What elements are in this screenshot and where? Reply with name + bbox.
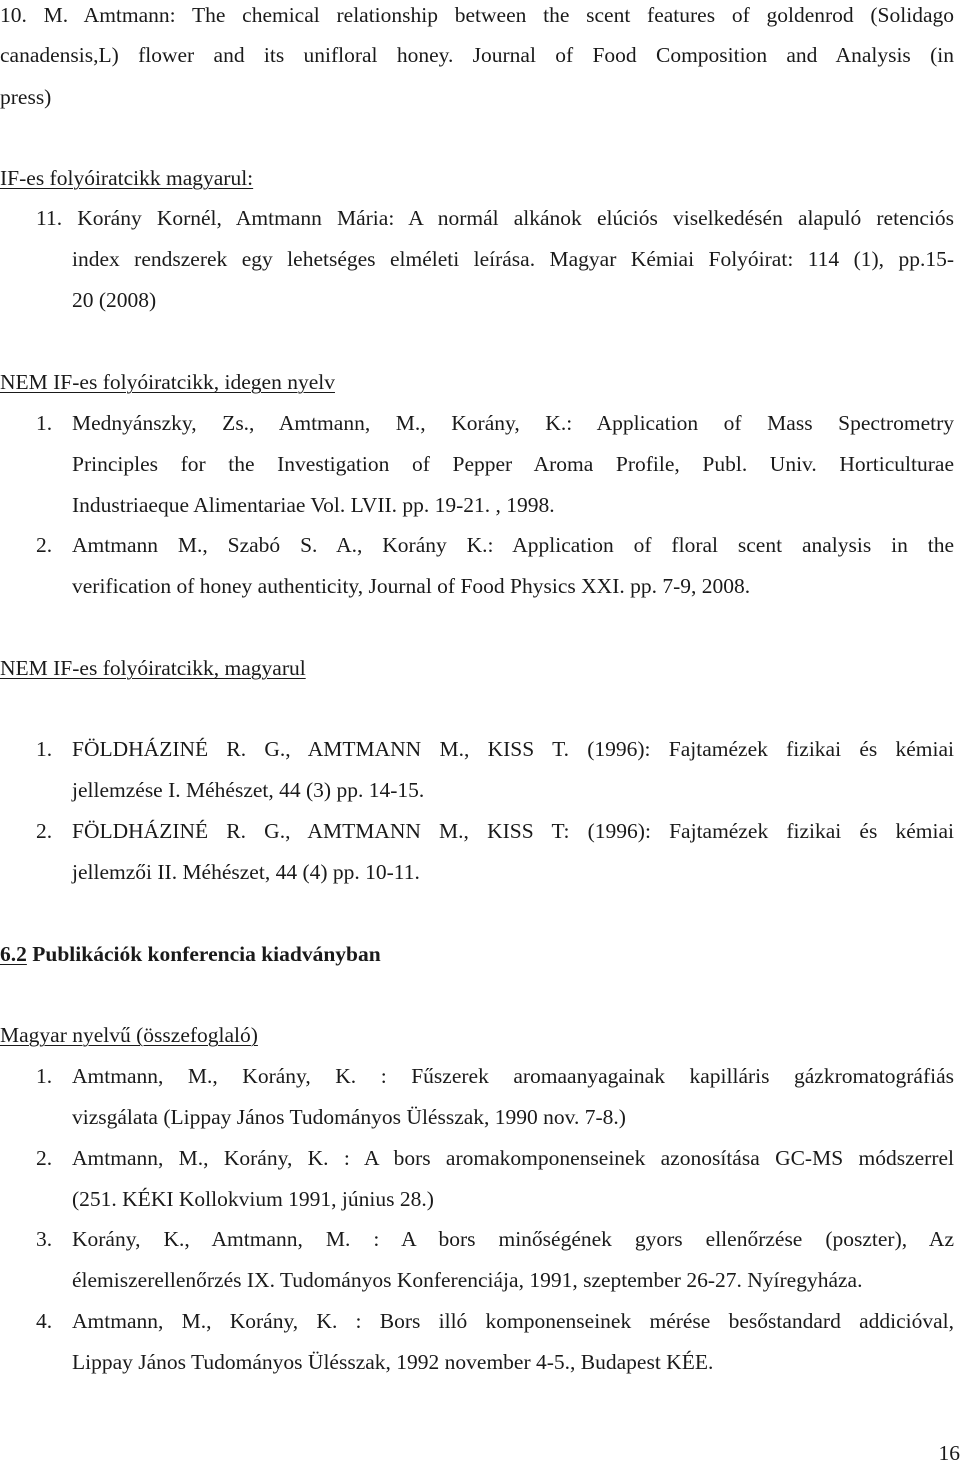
section-heading-if-hungarian: IF-es folyóiratcikk magyarul: [0,165,253,191]
entry-11-line-3: 20 (2008) [72,287,156,313]
entry-10-line-1: 10. M. Amtmann: The chemical relationship between the scent features of goldenrod (Solidago [0,2,954,28]
list-number: 1. [36,1063,52,1089]
section-heading-non-if-hungarian: NEM IF-es folyóiratcikk, magyarul [0,655,306,681]
entry-10-line-3: press) [0,84,51,110]
foreign-item-1-line-2: Principles for the Investigation of Pepper Aroma Profile, Publ. Univ. Horticulturae [72,451,954,477]
section-title: Publikációk konferencia kiadványban [27,942,381,966]
entry-10-line-2: canadensis,L) flower and its unifloral honey. Journal of Food Composition and Analysis (in [0,42,954,68]
abstract-item-4-line-1: Amtmann, M., Korány, K. : Bors illó komponenseinek mérése besőstandard addicióval, [72,1308,954,1334]
entry-11-line-1: 11. Korány Kornél, Amtmann Mária: A normál alkánok elúciós viselkedésén alapuló retenciós [36,205,954,231]
list-number: 2. [36,1145,52,1171]
page-number: 16 [939,1440,960,1466]
abstract-item-2-line-2: (251. KÉKI Kollokvium 1991, június 28.) [72,1186,434,1212]
abstract-item-3-line-1: Korány, K., Amtmann, M. : A bors minőségének gyors ellenőrzése (poszter), Az [72,1226,954,1252]
section-heading-conference [0,941,381,967]
list-number: 1. [36,736,52,762]
abstract-item-1-line-1: Amtmann, M., Korány, K. : Fűszerek aromaanyagainak kapilláris gázkromatográfiás [72,1063,954,1089]
list-number: 4. [36,1308,52,1334]
abstract-item-4-line-2: Lippay János Tudományos Ülésszak, 1992 november 4-5., Budapest KÉE. [72,1349,713,1375]
hungarian-item-2-line-1: FÖLDHÁZINÉ R. G., AMTMANN M., KISS T: (1996): Fajtamézek fizikai és kémiai [72,818,954,844]
foreign-item-2-line-2: verification of honey authenticity, Journal of Food Physics XXI. pp. 7-9, 2008. [72,573,750,599]
entry-11-line-2: index rendszerek egy lehetséges elméleti leírása. Magyar Kémiai Folyóirat: 114 (1), pp.15- [72,246,954,272]
section-heading-hungarian-abstract: Magyar nyelvű (összefoglaló) [0,1022,258,1048]
hungarian-item-1-line-2: jellemzése I. Méhészet, 44 (3) pp. 14-15. [72,777,424,803]
list-number: 2. [36,532,52,558]
abstract-item-2-line-1: Amtmann, M., Korány, K. : A bors aromakomponenseinek azonosítása GC-MS módszerrel [72,1145,954,1171]
foreign-item-1-line-3: Industriaeque Alimentariae Vol. LVII. pp. 19-21. , 1998. [72,492,555,518]
section-number: 6.2 [0,942,27,966]
foreign-item-1-line-1: Mednyánszky, Zs., Amtmann, M., Korány, K.: Application of Mass Spectrometry [72,410,954,436]
list-number: 3. [36,1226,52,1252]
hungarian-item-2-line-2: jellemzői II. Méhészet, 44 (4) pp. 10-11. [72,859,420,885]
section-heading-non-if-foreign: NEM IF-es folyóiratcikk, idegen nyelv [0,369,335,395]
list-number: 2. [36,818,52,844]
foreign-item-2-line-1: Amtmann M., Szabó S. A., Korány K.: Application of floral scent analysis in the [72,532,954,558]
abstract-item-1-line-2: vizsgálata (Lippay János Tudományos Ülésszak, 1990 nov. 7-8.) [72,1104,626,1130]
abstract-item-3-line-2: élemiszerellenőrzés IX. Tudományos Konferenciája, 1991, szeptember 26-27. Nyíregyháza. [72,1267,862,1293]
hungarian-item-1-line-1: FÖLDHÁZINÉ R. G., AMTMANN M., KISS T. (1996): Fajtamézek fizikai és kémiai [72,736,954,762]
list-number: 1. [36,410,52,436]
